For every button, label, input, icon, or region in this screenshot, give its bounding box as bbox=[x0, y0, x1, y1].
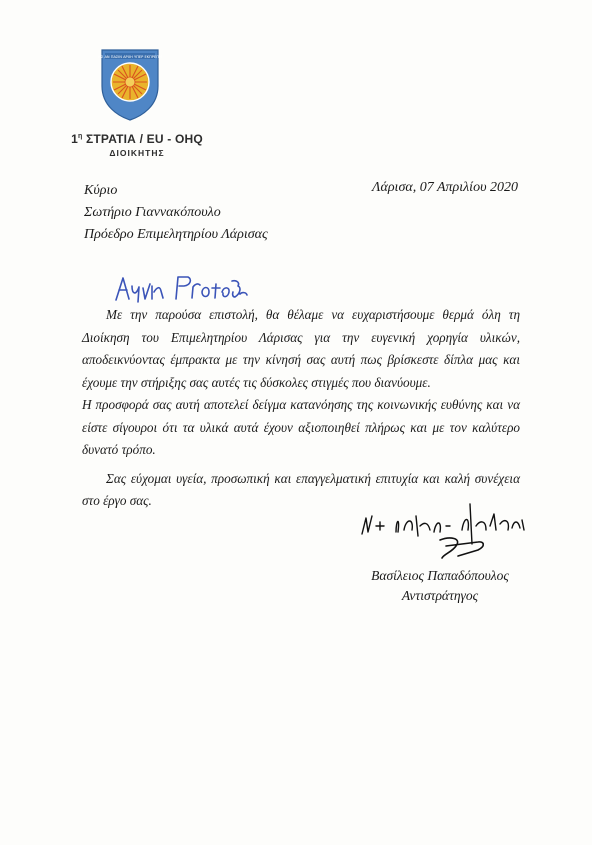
body-paragraph-1: Με την παρούσα επιστολή, θα θέλαμε να ευχαριστήσουμε θερμά όλη τη Διοίκηση του Επιμελητηρίου Λάρισας για την ευγενική χορηγία υλικών, αποδεικνύοντας έμπρακτα με την κίνησή σας αυτή πως βρίσκεστε δίπλα μας και έχουμε την στήριξης σας αυτές τις δύσκολες στιγμές που διανύουμε. bbox=[82, 307, 520, 390]
body-paragraph-3: Σας εύχομαι υγεία, προσωπική και επαγγελματική επιτυχία και καλή συνέχεια στο έργο σας. bbox=[82, 470, 520, 508]
recipient-name: Σωτήριο Γιαννακόπουλο bbox=[84, 205, 221, 220]
handwritten-salutation bbox=[112, 272, 252, 308]
salutation-text: Κύριε Πρόεδρε bbox=[112, 272, 119, 273]
army-emblem-icon bbox=[98, 46, 162, 122]
signer-block bbox=[370, 566, 510, 606]
signer-name: Βασίλειος Παπαδόπουλος bbox=[371, 568, 509, 583]
unit-name: $1^\eta$ ΣΤΡΑΤΙΑ / EU - OHQ bbox=[71, 132, 203, 146]
unit-header bbox=[62, 132, 212, 158]
recipient-block bbox=[84, 180, 268, 246]
signer-rank: Αντιστράτηγος bbox=[401, 588, 479, 603]
office-title: ΔΙΟΙΚΗΤΗΣ bbox=[109, 148, 165, 158]
recipient-title: Κύριο bbox=[84, 183, 118, 198]
letter-body bbox=[82, 304, 520, 513]
letter-date: Λάρισα, 07 Απριλίου 2020 bbox=[372, 180, 518, 195]
recipient-position: Πρόεδρο Επιμελητηρίου Λάρισας bbox=[84, 227, 268, 242]
body-paragraph-2: Η προσφορά σας αυτή αποτελεί δείγμα κατανόησης της κοινωνικής ευθύνης και να είστε σίγουροι ότι τα υλικά αυτά έχουν αξιοποιηθεί πλήρως και με τον καλύτερο δυνατό τρόπο. bbox=[82, 397, 520, 457]
handwritten-signature bbox=[358, 496, 530, 566]
emblem-motto: ΗΣ ΑΝ ΠΑΣΙΝ ΑΡΧΗ ΥΠΕΡ ΕΚΠΡΕΠΗ bbox=[98, 54, 162, 59]
signature-text: Με εκτίμηση bbox=[358, 496, 364, 497]
